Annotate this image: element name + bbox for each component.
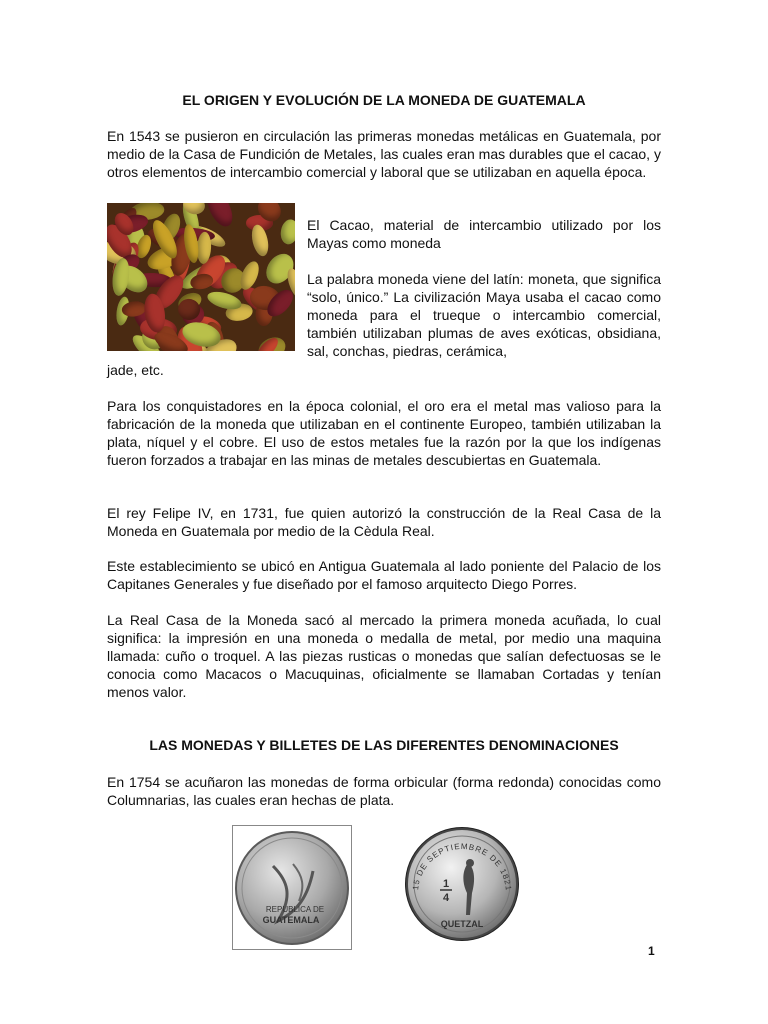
- latin-origin-paragraph: La palabra moneda viene del latín: moneta, que significa “solo, único.” La civilización Maya usaba el cacao como moneda para el trueque o intercambio comercial, también utilizaban plumas de aves exóticas, obsidiana, sal, conchas, piedras, cerámica,: [307, 271, 661, 359]
- coin-quetzal-image: [404, 823, 520, 945]
- intro-paragraph: En 1543 se pusieron en circulación las primeras monedas metálicas en Guatemala, por medio de la Casa de Fundición de Metales, las cuales eran mas durables que el cacao, y otros elementos de intercambio comercial y laboral que se utilizaban en aquella época.: [107, 128, 661, 180]
- cacao-bean: [206, 288, 243, 312]
- conquistadores-paragraph: Para los conquistadores en la época colonial, el oro era el metal mas valioso para la fabricación de la moneda que utilizaban en el continente Europeo, también utilizaban la plata, níquel y el cobre. El uso de estos metales fue la razón por la que los indígenas fueron forzados a trabajar en las minas de metales descubiertas en Guatemala.: [107, 398, 661, 468]
- cacao-bean: [203, 203, 238, 230]
- coin-republica-guatemala-image: [232, 825, 352, 950]
- page-title: EL ORIGEN Y EVOLUCIÓN DE LA MONEDA DE GUATEMALA: [182, 92, 586, 108]
- coin2-bottom-text: QUETZAL: [440, 919, 484, 929]
- coin2-fraction-den: 4: [442, 892, 450, 904]
- cacao-bean: [278, 218, 295, 245]
- section-heading: LAS MONEDAS Y BILLETES DE LAS DIFERENTES DENOMINACIONES: [149, 737, 619, 753]
- cacao-caption: El Cacao, material de intercambio utilizado por los Mayas como moneda: [307, 217, 661, 251]
- latin-origin-paragraph-end: jade, etc.: [107, 362, 164, 378]
- coin1-bottom-text: GUATEMALA: [262, 915, 320, 925]
- coin2-arc-text: 15 DE SEPTIEMBRE DE 1821: [411, 841, 514, 892]
- page-number: 1: [648, 944, 655, 958]
- coin2-fraction-num: 1: [442, 878, 450, 890]
- real-casa-paragraph: La Real Casa de la Moneda sacó al mercado la primera moneda acuñada, lo cual significa: la impresión en una moneda o medalla de metal, por medio una maquina llamada: cuño o troquel. A las piezas rusticas o monedas que salían defectuosas se le conocia como Macacos o Macuquinas, oficialmente se llamaban Cortadas y tenían menos valor.: [107, 612, 661, 700]
- columnarias-paragraph: En 1754 se acuñaron las monedas de forma orbicular (forma redonda) conocidas como Columnarias, las cuales eran hechas de plata.: [107, 774, 661, 808]
- antigua-paragraph: Este establecimiento se ubicó en Antigua Guatemala al lado poniente del Palacio de los Capitanes Generales y fue diseñado por el famoso arquitecto Diego Porres.: [107, 558, 661, 592]
- coin1-top-text: REPUBLICA DE: [265, 905, 325, 914]
- cacao-beans-image: [107, 203, 295, 351]
- felipe-paragraph: El rey Felipe IV, en 1731, fue quien autorizó la construcción de la Real Casa de la Moneda en Guatemala por medio de la Cèdula Real.: [107, 505, 661, 539]
